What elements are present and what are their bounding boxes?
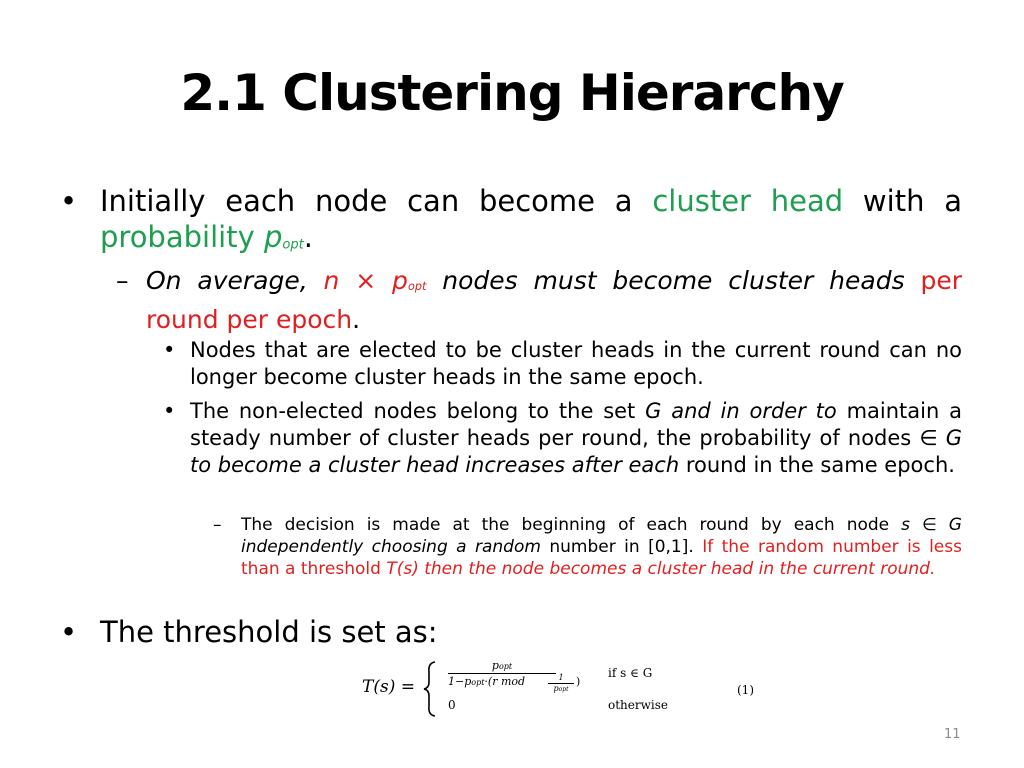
slide-number: 11 [944,727,961,742]
bullet-initially [100,183,962,263]
fraction-bar [448,673,556,674]
formula-lhs: T(s) = [362,677,415,697]
text-run: If the random number is less than a threshold [241,537,962,579]
text-run: Nodes that are elected to be cluster heads in the current round can no longer become cluster heads in the same epoch. [190,338,962,389]
text-run: ∈ G to become a cluster head increases after each [190,426,963,477]
inner-den-sub: opt [558,686,569,693]
text-run: s ∈ G independently choosing a random [241,515,962,557]
inner-num: 1 [558,673,564,682]
text-run: number in [0,1]. [540,537,703,557]
item-decision [241,514,962,580]
text-run: On average, [146,266,324,295]
close-paren: ) [576,675,581,688]
condition-if: if s ∈ G [608,666,653,680]
value-zero: 0 [448,698,456,712]
item-non-elected-nodes [190,398,962,479]
text-run: G and in order to [645,399,837,423]
p-symbol: p [263,220,283,254]
text-run: maintain a steady number of cluster heads per round, the probability of nodes [190,399,962,450]
threshold-formula [362,658,762,720]
text-run: The non-elected nodes belong to the set [190,399,646,423]
numerator-sub: opt [498,662,513,671]
item-elected-nodes [190,337,962,391]
bullet-marker: • [163,338,176,362]
den-mid: ·(r mod [484,675,526,688]
text-run: T(s) then the node becomes a cluster head in the current round. [386,559,936,579]
bullet-threshold [100,614,962,650]
text-run: nodes must become cluster heads [426,266,921,295]
bullet-marker: • [163,399,176,423]
fraction-denominator [448,675,525,688]
inner-fraction [548,673,574,693]
opt-subscript: opt [407,280,427,294]
condition-otherwise: otherwise [608,698,668,712]
den-text: 1−p [448,675,472,688]
dash-marker: – [213,515,222,535]
sub-bullet-average [146,264,962,336]
inner-den [548,683,574,693]
text-run: . [352,305,361,335]
den-sub: opt [471,678,485,687]
opt-subscript: opt [282,237,304,253]
equation-number: (1) [737,683,754,697]
page-title: 2.1 Clustering Hierarchy [180,64,844,122]
text-run: The threshold is set as: [100,615,438,649]
inner-den-p: p [553,684,559,693]
n-times-p: n × p [323,266,408,295]
fraction-numerator [448,659,556,672]
text-run: . [303,220,313,254]
bullet-marker: • [60,615,78,649]
text-run: round in the same epoch. [679,453,955,477]
probability-term: probability [100,220,264,254]
dash-marker: – [116,266,129,295]
left-brace-icon [422,660,438,718]
numerator-p: p [491,659,499,672]
bullet-marker: • [60,184,78,218]
per-round-term: per round per epoch [146,266,962,335]
text-run: The decision is made at the beginning of each round by each node [241,515,902,535]
cluster-head-term: cluster head [652,184,844,218]
text-run: with a [843,184,963,218]
text-run: Initially each node can become a [100,184,653,218]
